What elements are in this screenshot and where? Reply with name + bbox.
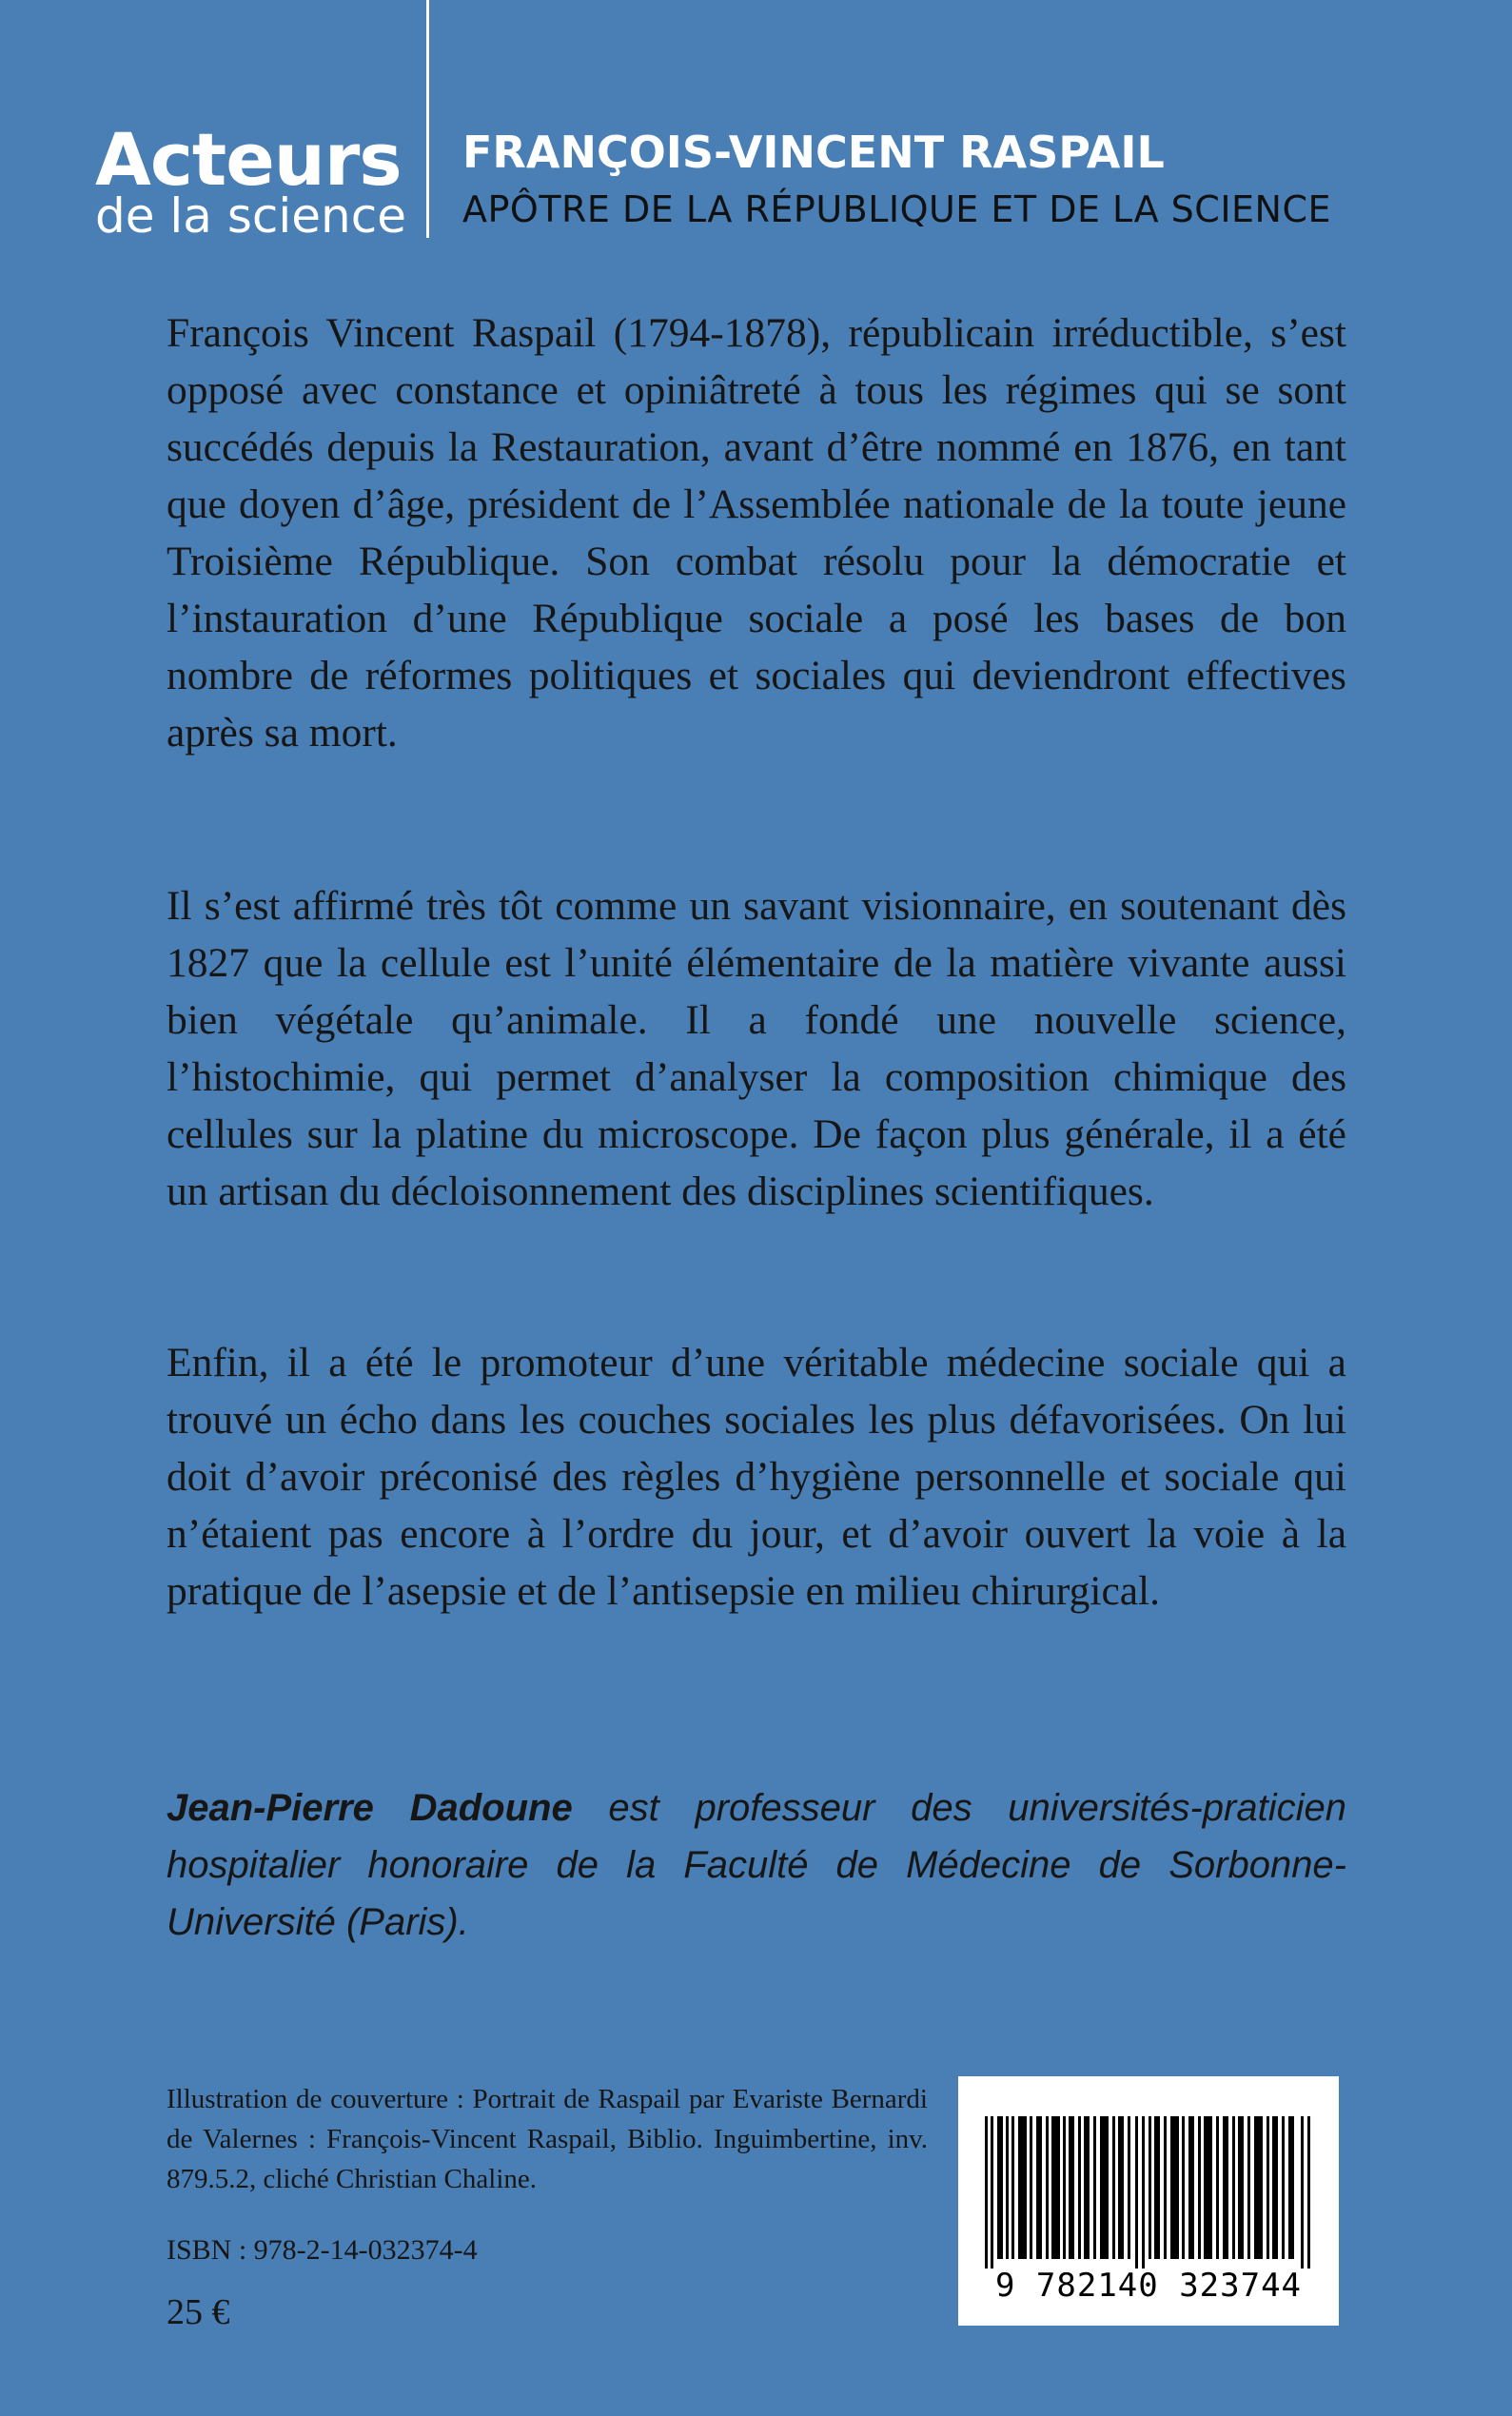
blurb-paragraph-2: Il s’est affirmé très tôt comme un savant visionnaire, en soutenant dès 1827 que la cellule est l’unité élémentaire de la matière vivante aussi bien végétale qu’animale. Il a fondé une nouvelle science, l’histochimie, qui permet d’analyser la composition chimique des cellules sur la platine du microscope. De façon plus générale, il a été un artisan du décloisonnement des disciplines scientifiques. xyxy=(167,883,1346,1214)
barcode xyxy=(958,2076,1339,2326)
price: 25 € xyxy=(167,2292,230,2332)
series-logo xyxy=(95,117,409,244)
series-name-sub: de la science xyxy=(95,188,406,244)
blurb-paragraph-3: Enfin, il a été le promoteur d’une véritable médecine sociale qui a trouvé un écho dans les couches sociales les plus défavorisées. On lui doit d’avoir préconisé des règles d’hygiène personnelle et sociale qui n’étaient pas encore à l’ordre du jour, et d’avoir ouvert la voie à la pratique de l’asepsie et de l’antisepsie en milieu chirurgical. xyxy=(167,1340,1346,1614)
header-divider xyxy=(426,0,429,238)
title-block xyxy=(462,124,1462,238)
author-bio-text: est professeur des universités-praticien hospitalier honoraire de la Faculté de Médecine de Sorbonne-Université (Paris). xyxy=(167,1787,1346,1943)
series-name-main: Acteurs xyxy=(95,117,402,202)
author-name: Jean-Pierre Dadoune xyxy=(167,1787,573,1829)
book-subtitle: APÔTRE DE LA RÉPUBLIQUE ET DE LA SCIENCE xyxy=(462,188,1331,230)
barcode-bars xyxy=(985,2116,1312,2269)
illustration-credit: Illustration de couverture : Portrait de Raspail par Evariste Bernardi de Valernes : François-Vincent Raspail, Biblio. Inguimbertine, inv. 879.5.2, cliché Christian Chaline. xyxy=(167,2084,928,2194)
isbn: ISBN : 978-2-14-032374-4 xyxy=(167,2234,478,2266)
book-title: FRANÇOIS-VINCENT RASPAIL xyxy=(462,127,1165,178)
barcode-digits: 9 782140 323744 xyxy=(994,2267,1303,2305)
blurb-paragraph-1: François Vincent Raspail (1794-1878), républicain irréductible, s’est opposé avec constance et opiniâtreté à tous les régimes qui se sont succédés depuis la Restauration, avant d’être nommé en 1876, en tant que doyen d’âge, président de l’Assemblée nationale de la toute jeune Troisième République. Son combat résolu pour la démocratie et l’instauration d’une République sociale a posé les bases de bon nombre de réformes politiques et sociales qui deviendront effectives après sa mort. xyxy=(167,310,1346,756)
author-bio xyxy=(167,1779,1346,1951)
